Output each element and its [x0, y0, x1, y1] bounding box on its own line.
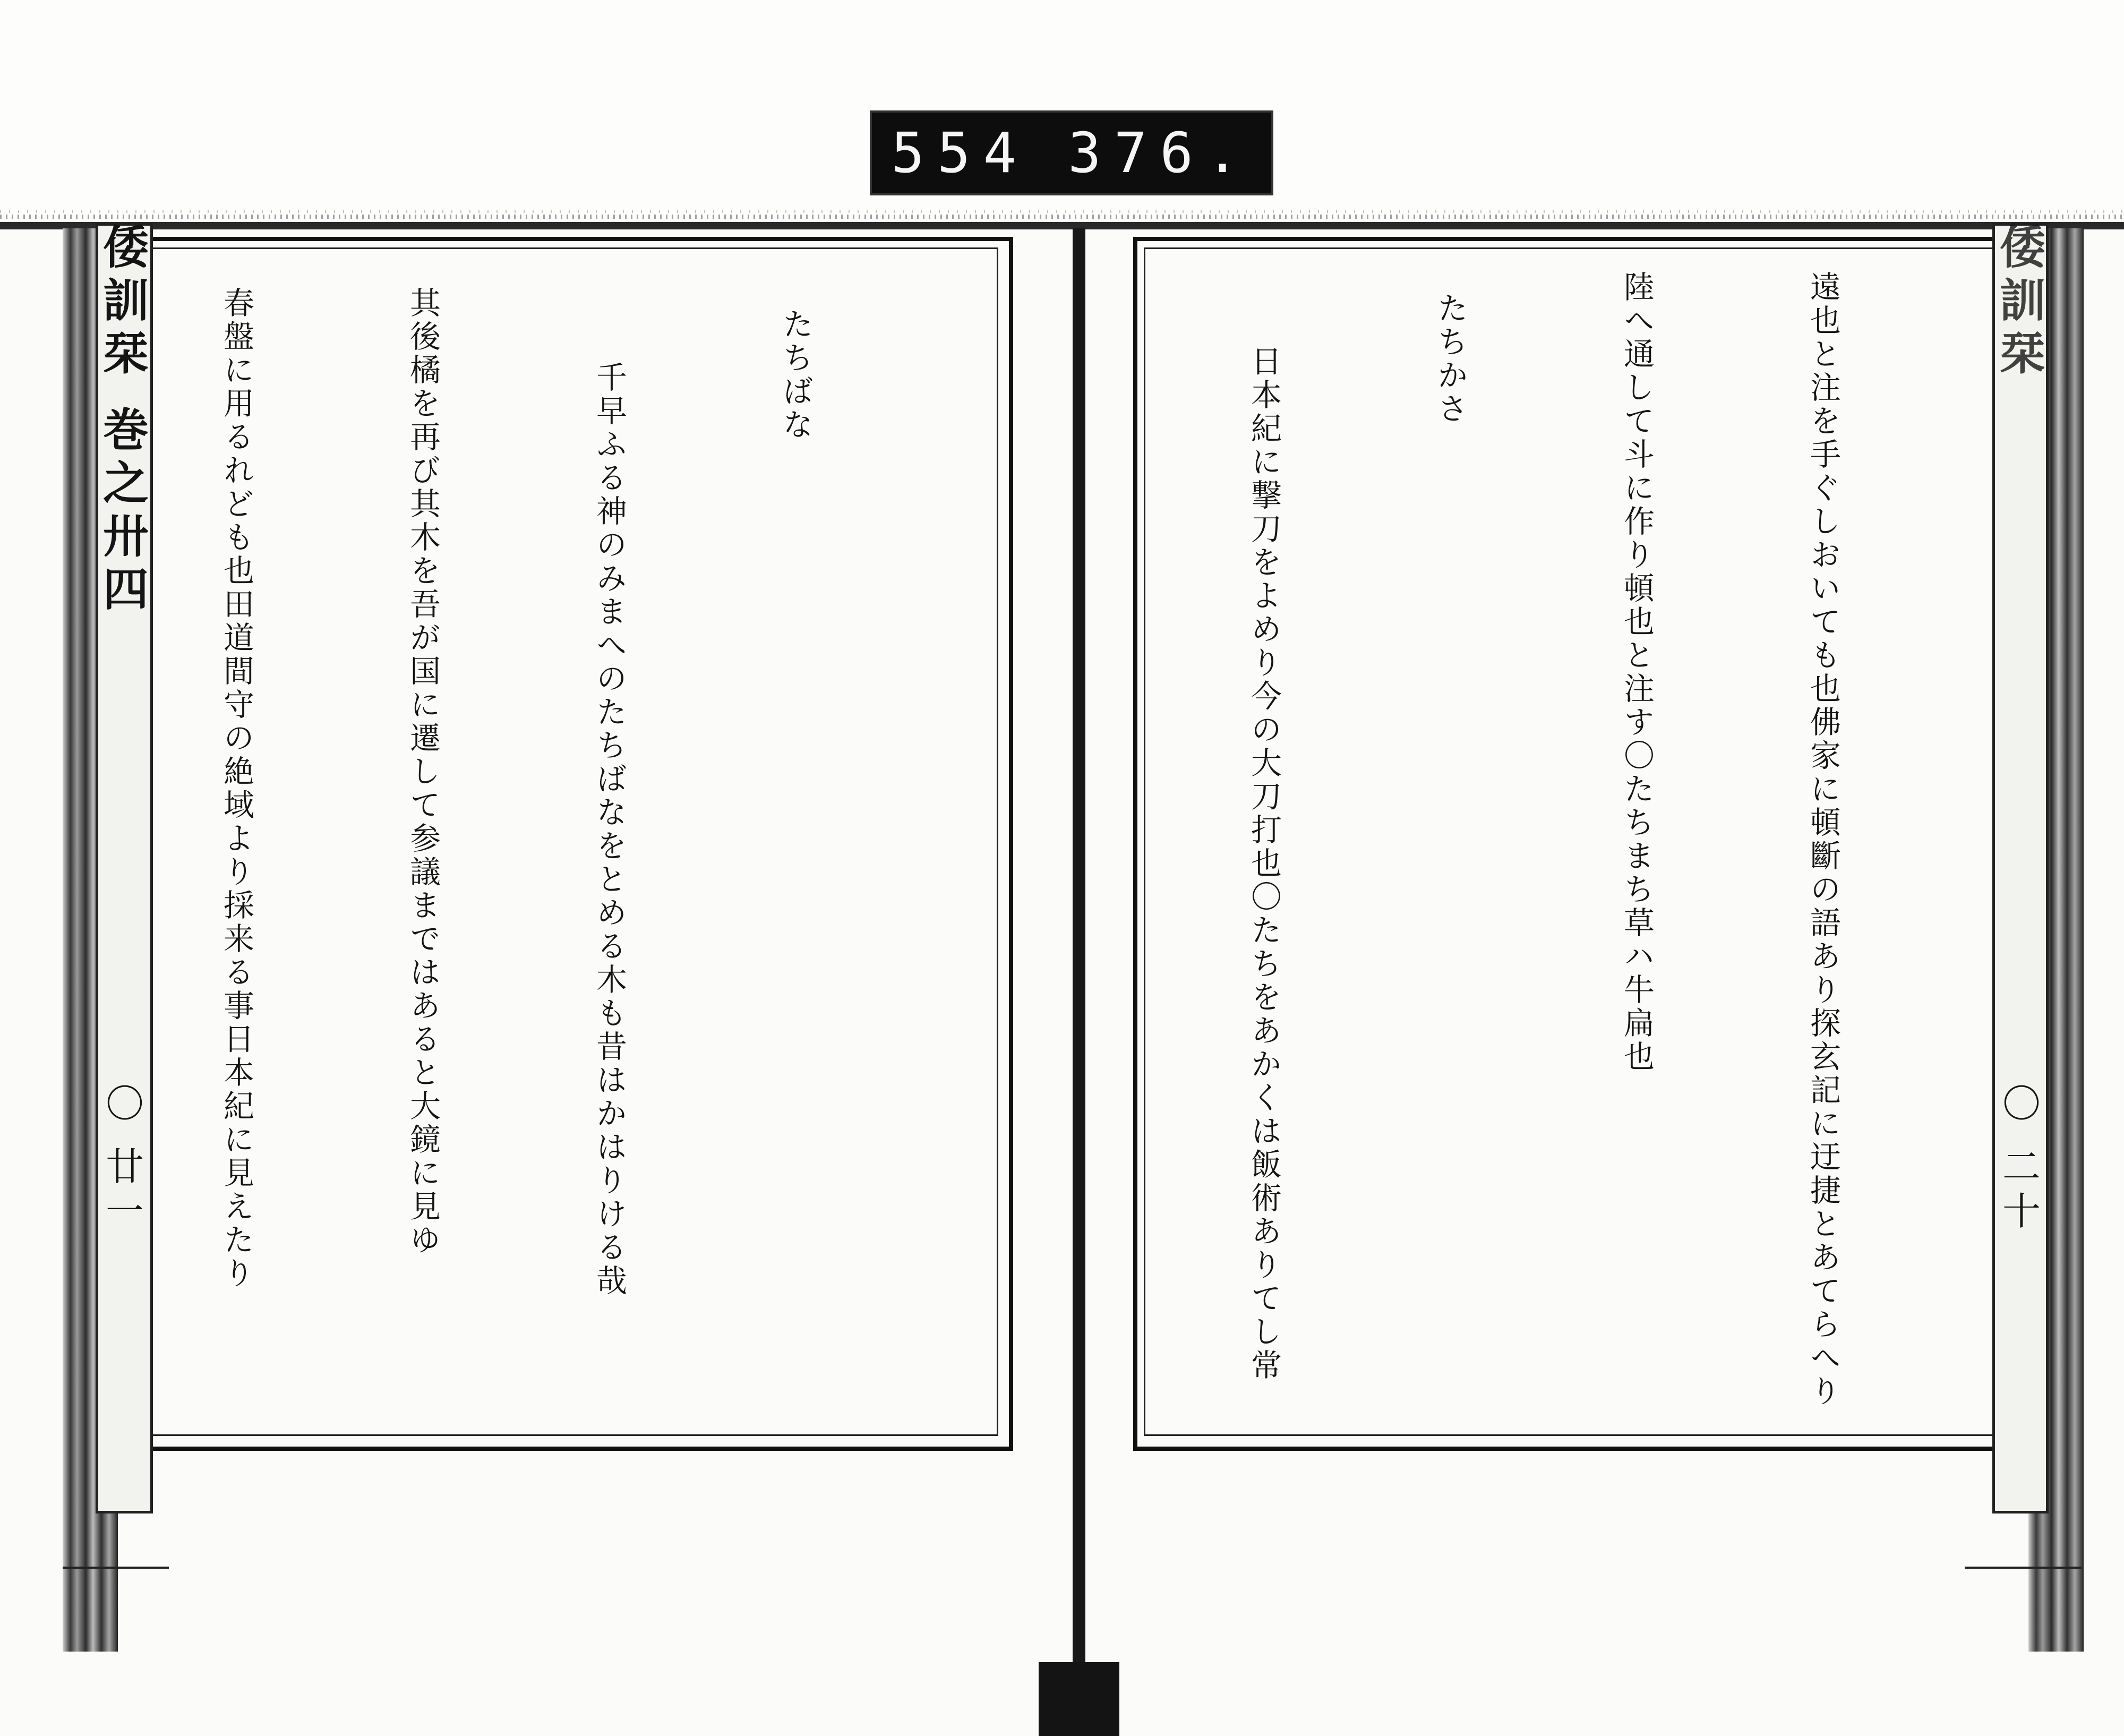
binding-tie: [63, 1567, 169, 1569]
text-line: 千早ふる神のみまへのたちばなをとめる木も昔はかはりける哉: [591, 361, 627, 1298]
scan-noise-line: [0, 210, 2124, 213]
scan-noise-line: [0, 215, 2124, 219]
right-folio: 〇 二十: [1996, 1083, 2041, 1236]
text-line: 遠也と注を手ぐしおいても也佛家に頓斷の語あり探玄記に迂捷とあてらへり: [1805, 271, 1841, 1408]
left-page-text: [154, 287, 950, 1407]
text-line: たちばな: [777, 308, 813, 442]
spine-foot: [1039, 1662, 1119, 1736]
right-page-hashira: [1992, 223, 2049, 1513]
left-running-title: 倭訓栞 巻之卅四: [95, 223, 149, 618]
reel-label: [870, 110, 1273, 195]
spine: [1073, 228, 1085, 1673]
right-page-text: [1171, 271, 1978, 1418]
text-line: 日本紀に撃刀をよめり今の大刀打也〇たちをあかくは飯術ありてし常: [1246, 345, 1282, 1382]
reel-number-right: 376.: [1068, 121, 1252, 185]
text-line: 春盤に用るれども也田道間守の絶域より採来る事日本紀に見えたり: [218, 287, 254, 1290]
text-line: 其後橘を再び其木を吾が国に遷して参議まではあると大鏡に見ゆ: [405, 287, 441, 1257]
left-folio: 〇 廿一: [99, 1083, 144, 1236]
binding-tie: [1965, 1567, 2082, 1569]
reel-number-left: 554: [891, 121, 1030, 185]
right-running-title: 倭訓栞: [1992, 223, 2045, 382]
text-line: 陸へ通して斗に作り頓也と注す〇たちまち草ハ牛扁也: [1618, 271, 1655, 1074]
text-line: たちかさ: [1432, 292, 1468, 426]
